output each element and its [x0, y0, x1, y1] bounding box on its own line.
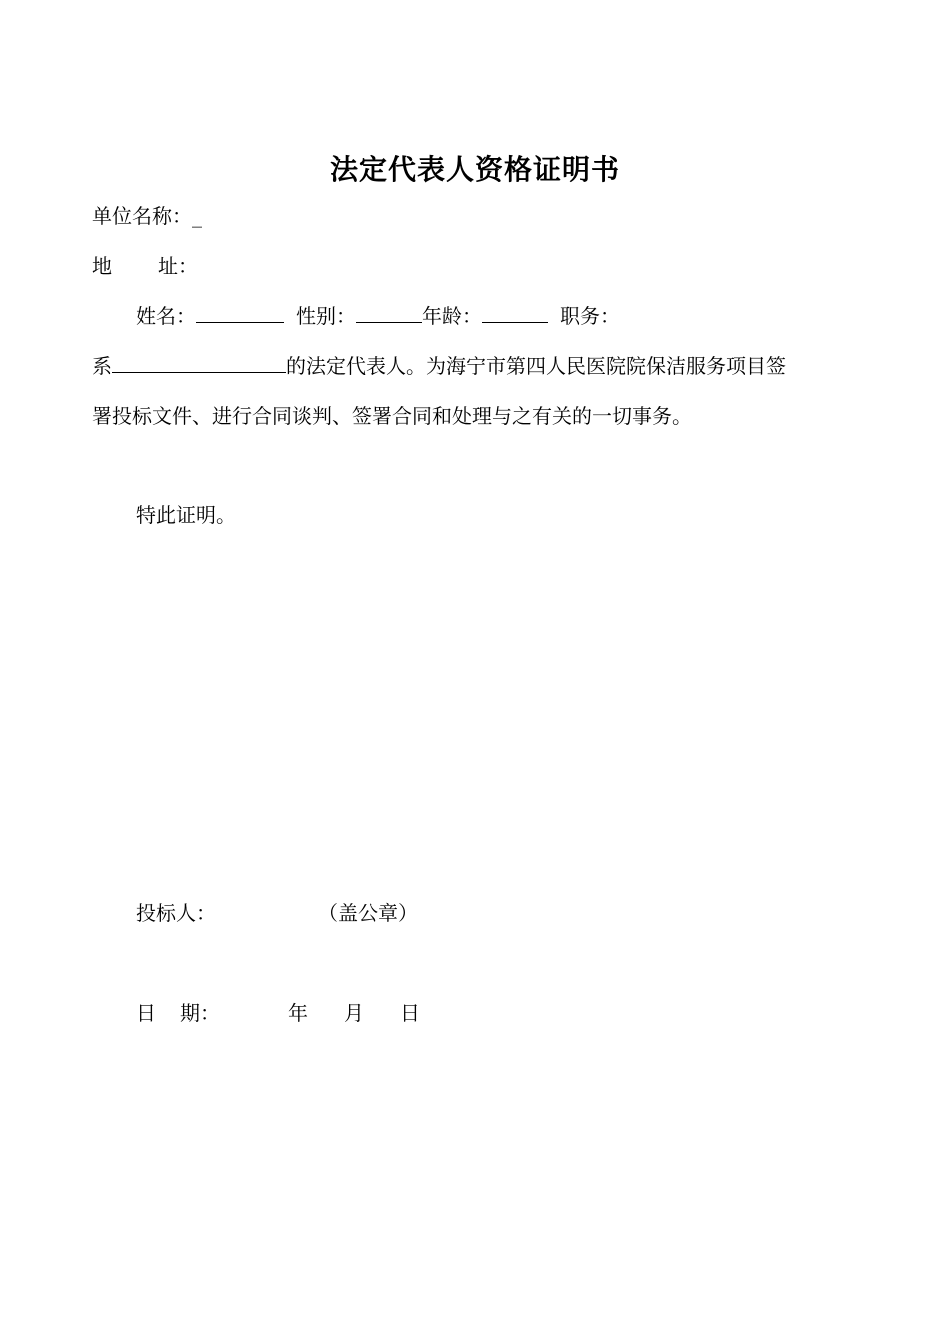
representative-line	[92, 350, 786, 382]
gender-blank	[356, 300, 422, 323]
unit-line	[92, 200, 202, 232]
address-label-char2: 址：	[158, 254, 198, 278]
seal-label: （盖公章）	[318, 901, 418, 925]
document-title: 法定代表人资格证明书	[329, 153, 620, 186]
address-line	[92, 250, 198, 282]
gender-label: 性别：	[296, 304, 356, 328]
bidder-label: 投标人：	[136, 901, 216, 925]
day-label: 日	[400, 1001, 420, 1025]
address-label-char1: 地	[92, 254, 112, 278]
date-label-char2: 期：	[180, 1001, 220, 1025]
unit-value: _	[192, 204, 202, 228]
name-blank	[196, 300, 284, 323]
personal-info-line	[136, 300, 620, 332]
date-label-char1: 日	[136, 1001, 156, 1025]
bidder-line	[136, 897, 418, 929]
representative-prefix: 系	[92, 354, 112, 378]
date-line	[136, 997, 420, 1029]
unit-label: 单位名称：	[92, 204, 192, 228]
month-label: 月	[344, 1001, 364, 1025]
position-label: 职务：	[560, 304, 620, 328]
age-label: 年龄：	[422, 304, 482, 328]
company-blank	[112, 350, 286, 373]
representative-text: 的法定代表人。为海宁市第四人民医院院保洁服务项目签	[286, 354, 786, 378]
certify-line: 特此证明。	[136, 503, 236, 527]
year-label: 年	[288, 1001, 308, 1025]
name-label: 姓名：	[136, 304, 196, 328]
age-blank	[482, 300, 548, 323]
authorization-line: 署投标文件、进行合同谈判、签署合同和处理与之有关的一切事务。	[92, 404, 692, 428]
